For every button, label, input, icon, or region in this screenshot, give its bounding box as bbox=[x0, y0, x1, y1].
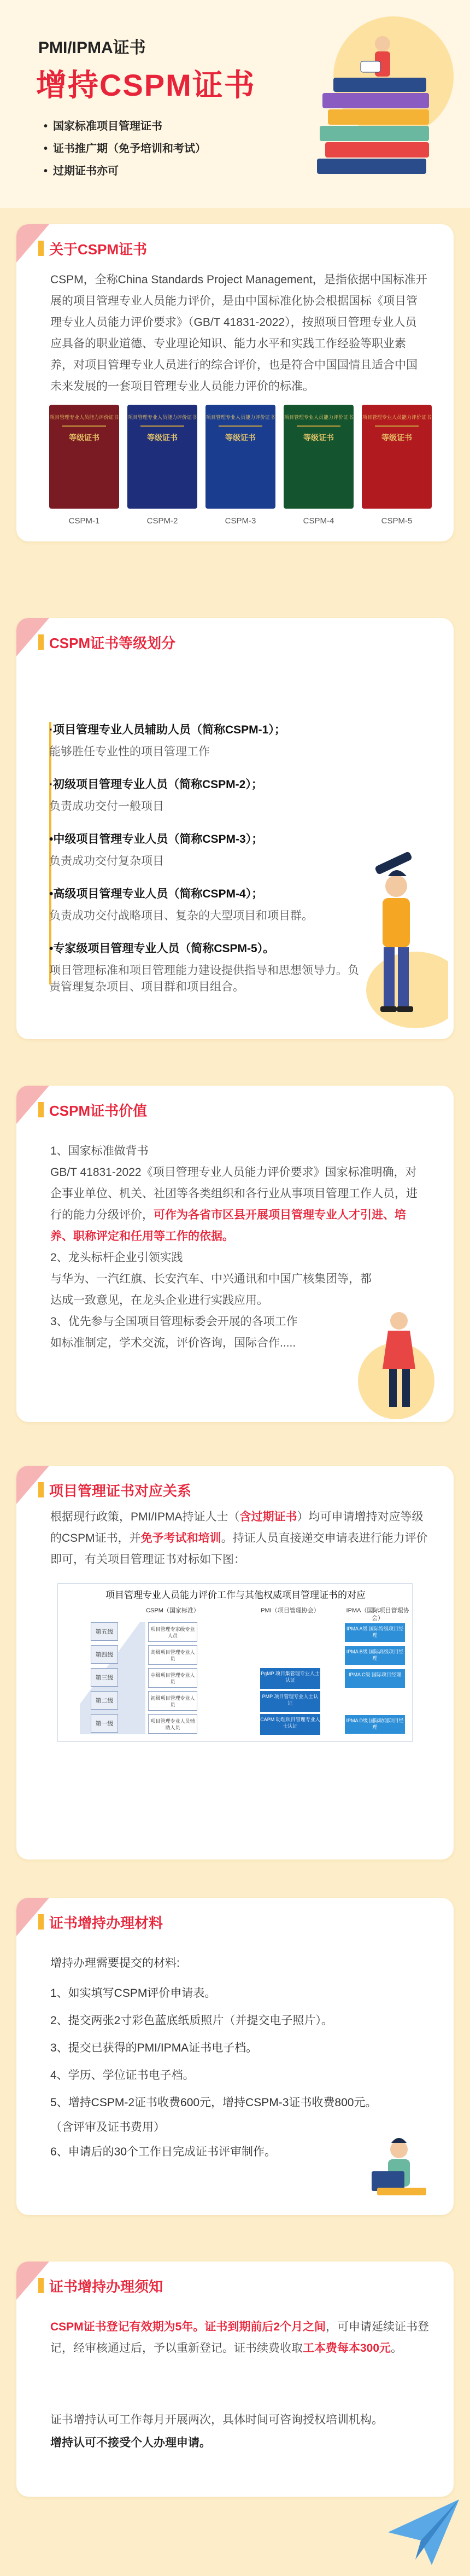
laptop-person-illustration bbox=[355, 2128, 443, 2210]
cert-image-cspm-4: 项目管理专业人员能力评价证书 等级证书 bbox=[284, 405, 354, 509]
section-header bbox=[16, 1898, 454, 1936]
hero-main-title: 增持CSPM证书 bbox=[36, 68, 256, 102]
cert-label: CSPM-3 bbox=[225, 516, 256, 526]
cert-image-cspm-3: 项目管理专业人员能力评价证书 等级证书 bbox=[205, 405, 275, 509]
materials-intro: 增持办理需要提交的材料: bbox=[50, 1957, 180, 1969]
notice-section bbox=[16, 2262, 454, 2497]
cert-image-cspm-5: 项目管理专业人员能力评价证书 等级证书 bbox=[362, 405, 432, 509]
notice-schedule: 证书增持认可工作每月开展两次，具体时间可咨询授权培训机构。 bbox=[50, 2414, 383, 2426]
col-header-ipma: IPMA（国际项目管理协会） bbox=[346, 1607, 409, 1622]
level-item: •中级项目管理专业人员（简称CSPM-3）； 负责成功交付复杂项目 bbox=[49, 833, 263, 867]
section-title: 关于CSPM证书 bbox=[49, 241, 148, 258]
cert-label: CSPM-2 bbox=[146, 516, 178, 526]
cspm-box: 初级项目管理专业人员 bbox=[148, 1691, 197, 1711]
notice-restriction: 增持认可不接受个人办理申请。 bbox=[50, 2437, 211, 2449]
cert-image-cspm-1: 项目管理专业人员能力评价证书 等级证书 bbox=[49, 405, 119, 509]
section-header bbox=[16, 2262, 454, 2300]
level-step: 第三级 bbox=[91, 1668, 118, 1687]
section-header bbox=[16, 618, 454, 656]
value-section bbox=[16, 1086, 454, 1422]
level-item: •专家级项目管理专业人员（简称CSPM-5）。 项目管理标准和项目管理能力建设提供指导和思想领导力。负责管理复杂项目、项目群和项目组合。 bbox=[49, 942, 359, 993]
section-title: 证书增持办理须知 bbox=[49, 2278, 163, 2295]
cert-label: CSPM-5 bbox=[381, 516, 413, 526]
value-point-label: 1、国家标准做背书 bbox=[50, 1145, 149, 1157]
value-point-label: 2、龙头标杆企业引领实践 bbox=[50, 1251, 183, 1264]
cspm-box: 项目管理专家级专业人员 bbox=[148, 1622, 197, 1642]
section-header bbox=[16, 224, 454, 263]
section-title: CSPM证书等级划分 bbox=[49, 635, 176, 651]
materials-item: 5、增持CSPM-2证书收费600元，增持CSPM-3证书收费800元。 bbox=[50, 2096, 377, 2109]
pmi-box: PgMP 项目集管理专业人士认证 bbox=[260, 1668, 320, 1689]
cert-label: CSPM-4 bbox=[303, 516, 334, 526]
section-title: 证书增持办理材料 bbox=[49, 1915, 163, 1931]
level-step: 第五级 bbox=[91, 1622, 118, 1641]
value-point-text: 与华为、一汽红旗、长安汽车、中兴通讯和中国广核集团等，都达成一致意见，在龙头企业进行实践应用。 bbox=[50, 1273, 372, 1307]
ipma-box: IPMA B级 国际高级项目经理 bbox=[345, 1646, 405, 1665]
about-section bbox=[16, 224, 454, 541]
section-title: CSPM证书价值 bbox=[49, 1103, 148, 1119]
stacked-books-illustration bbox=[301, 11, 454, 186]
hero-pre-title: PMI/IPMA证书 bbox=[38, 39, 146, 57]
figure-title: 项目管理专业人员能力评价工作与其他权威项目管理证书的对应 bbox=[105, 1590, 366, 1600]
hero-bullet: • 国家标准项目管理证书 bbox=[44, 117, 206, 133]
cspm-box: 项目管理专业人员辅助人员 bbox=[148, 1714, 197, 1734]
materials-item: （含评审及证书费用） bbox=[50, 2121, 165, 2134]
col-header-pmi: PMI（项目管理协会） bbox=[261, 1607, 320, 1614]
materials-section bbox=[16, 1898, 454, 2215]
value-point-text: GB/T 41831-2022《项目管理专业人员能力评价要求》国家标准明确，对企事业单位、机关、社团等各类组织和各行业从事项目管理工作人员，进行的能力分级评价，可作为各省市区县开展项目管理专业人才引进、培养、职称评定和任用等工作的依据。 bbox=[50, 1166, 418, 1243]
ipma-box: IPMA A级 国际特级项目经理 bbox=[345, 1623, 405, 1642]
relation-paragraph: 根据现行政策，PMI/IPMA持证人士（含过期证书）均可申请增持对应等级的CSPM证书，并免予考试和培训。持证人员直接递交申请表进行能力评价即可，有关项目管理证书对标如下图： bbox=[50, 1511, 428, 1566]
notice-paragraph: CSPM证书登记有效期为5年。证书到期前后2个月之间，可申请延续证书登记，经审核通过后，予以重新登记。证书续费收取工本费每本300元。 bbox=[50, 2321, 430, 2354]
level-item: ·初级项目管理专业人员（简称CSPM-2）； 负责成功交付一般项目 bbox=[49, 778, 263, 813]
cert-gallery bbox=[49, 405, 432, 536]
paper-plane-illustration bbox=[383, 2494, 465, 2571]
value-point-label: 3、优先参与全国项目管理标委会开展的各项工作 bbox=[50, 1315, 298, 1328]
hero-bullets bbox=[44, 117, 206, 184]
level-item: •高级项目管理专业人员（简称CSPM-4）； 负责成功交付战略项目、复杂的大型项目和项目群。 bbox=[49, 888, 313, 922]
about-paragraph: CSPM，全称China Standards Project Management，是指依据中国标准开展的项目管理专业人员能力评价，是由中国标准化协会根据国标《项目管理专业人员能力评价要求》（GB/T 41831-2022），按照项目管理专业人员应具备的职业道德、专业理论知识、能力水平和实践工作经验等职业素养，对项目管理专业人员进行的综合评价，也是符合中国国情且适合中国未来发展的一套项目管理专业人员能力评价的标准。 bbox=[50, 273, 427, 393]
cert-mapping-figure bbox=[57, 1583, 413, 1742]
cert-image-cspm-2: 项目管理专业人员能力评价证书 等级证书 bbox=[127, 405, 197, 509]
relation-section bbox=[16, 1466, 454, 1860]
hero-banner bbox=[0, 0, 470, 208]
ipma-box: IPMA D级 国际助理项目经理 bbox=[345, 1715, 405, 1734]
hero-bullet: • 证书推广期（免予培训和考试） bbox=[44, 139, 206, 155]
pmi-box: CAPM 助理项目管理专业人士认证 bbox=[260, 1714, 320, 1735]
ipma-box: IPMA C级 国际项目经理 bbox=[345, 1669, 405, 1688]
section-header bbox=[16, 1466, 454, 1504]
level-step: 第四级 bbox=[91, 1645, 118, 1664]
materials-item: 2、提交两张2寸彩色蓝底纸质照片（并提交电子照片）。 bbox=[50, 2014, 333, 2027]
dancing-person-illustration bbox=[350, 1299, 443, 1419]
hero-bullet: • 过期证书亦可 bbox=[44, 162, 206, 178]
cspm-box: 中级项目管理专业人员 bbox=[148, 1668, 197, 1688]
materials-item: 3、提交已获得的PMI/IPMA证书电子档。 bbox=[50, 2042, 258, 2054]
materials-item: 6、申请后的30个工作日完成证书评审制作。 bbox=[50, 2146, 277, 2158]
col-header-cspm: CSPM（国家标准） bbox=[146, 1607, 199, 1614]
level-step: 第一级 bbox=[91, 1714, 118, 1733]
telescope-person-illustration bbox=[344, 848, 448, 1034]
level-item: ·项目管理专业人员辅助人员（简称CSPM-1）； 能够胜任专业性的项目管理工作 bbox=[49, 724, 286, 758]
section-header bbox=[16, 1086, 454, 1124]
materials-item: 4、学历、学位证书电子档。 bbox=[50, 2069, 195, 2082]
section-title: 项目管理证书对应关系 bbox=[49, 1483, 192, 1499]
level-step: 第二级 bbox=[91, 1691, 118, 1710]
cspm-box: 高级项目管理专业人员 bbox=[148, 1645, 197, 1665]
cert-label: CSPM-1 bbox=[68, 516, 100, 526]
pmi-box: PMP 项目管理专业人士认证 bbox=[260, 1691, 320, 1712]
materials-item: 1、如实填写CSPM评价申请表。 bbox=[50, 1987, 216, 2000]
levels-section bbox=[16, 618, 454, 1039]
value-point-text: 如标准制定，学术交流，评价咨询，国际合作..... bbox=[50, 1337, 296, 1349]
